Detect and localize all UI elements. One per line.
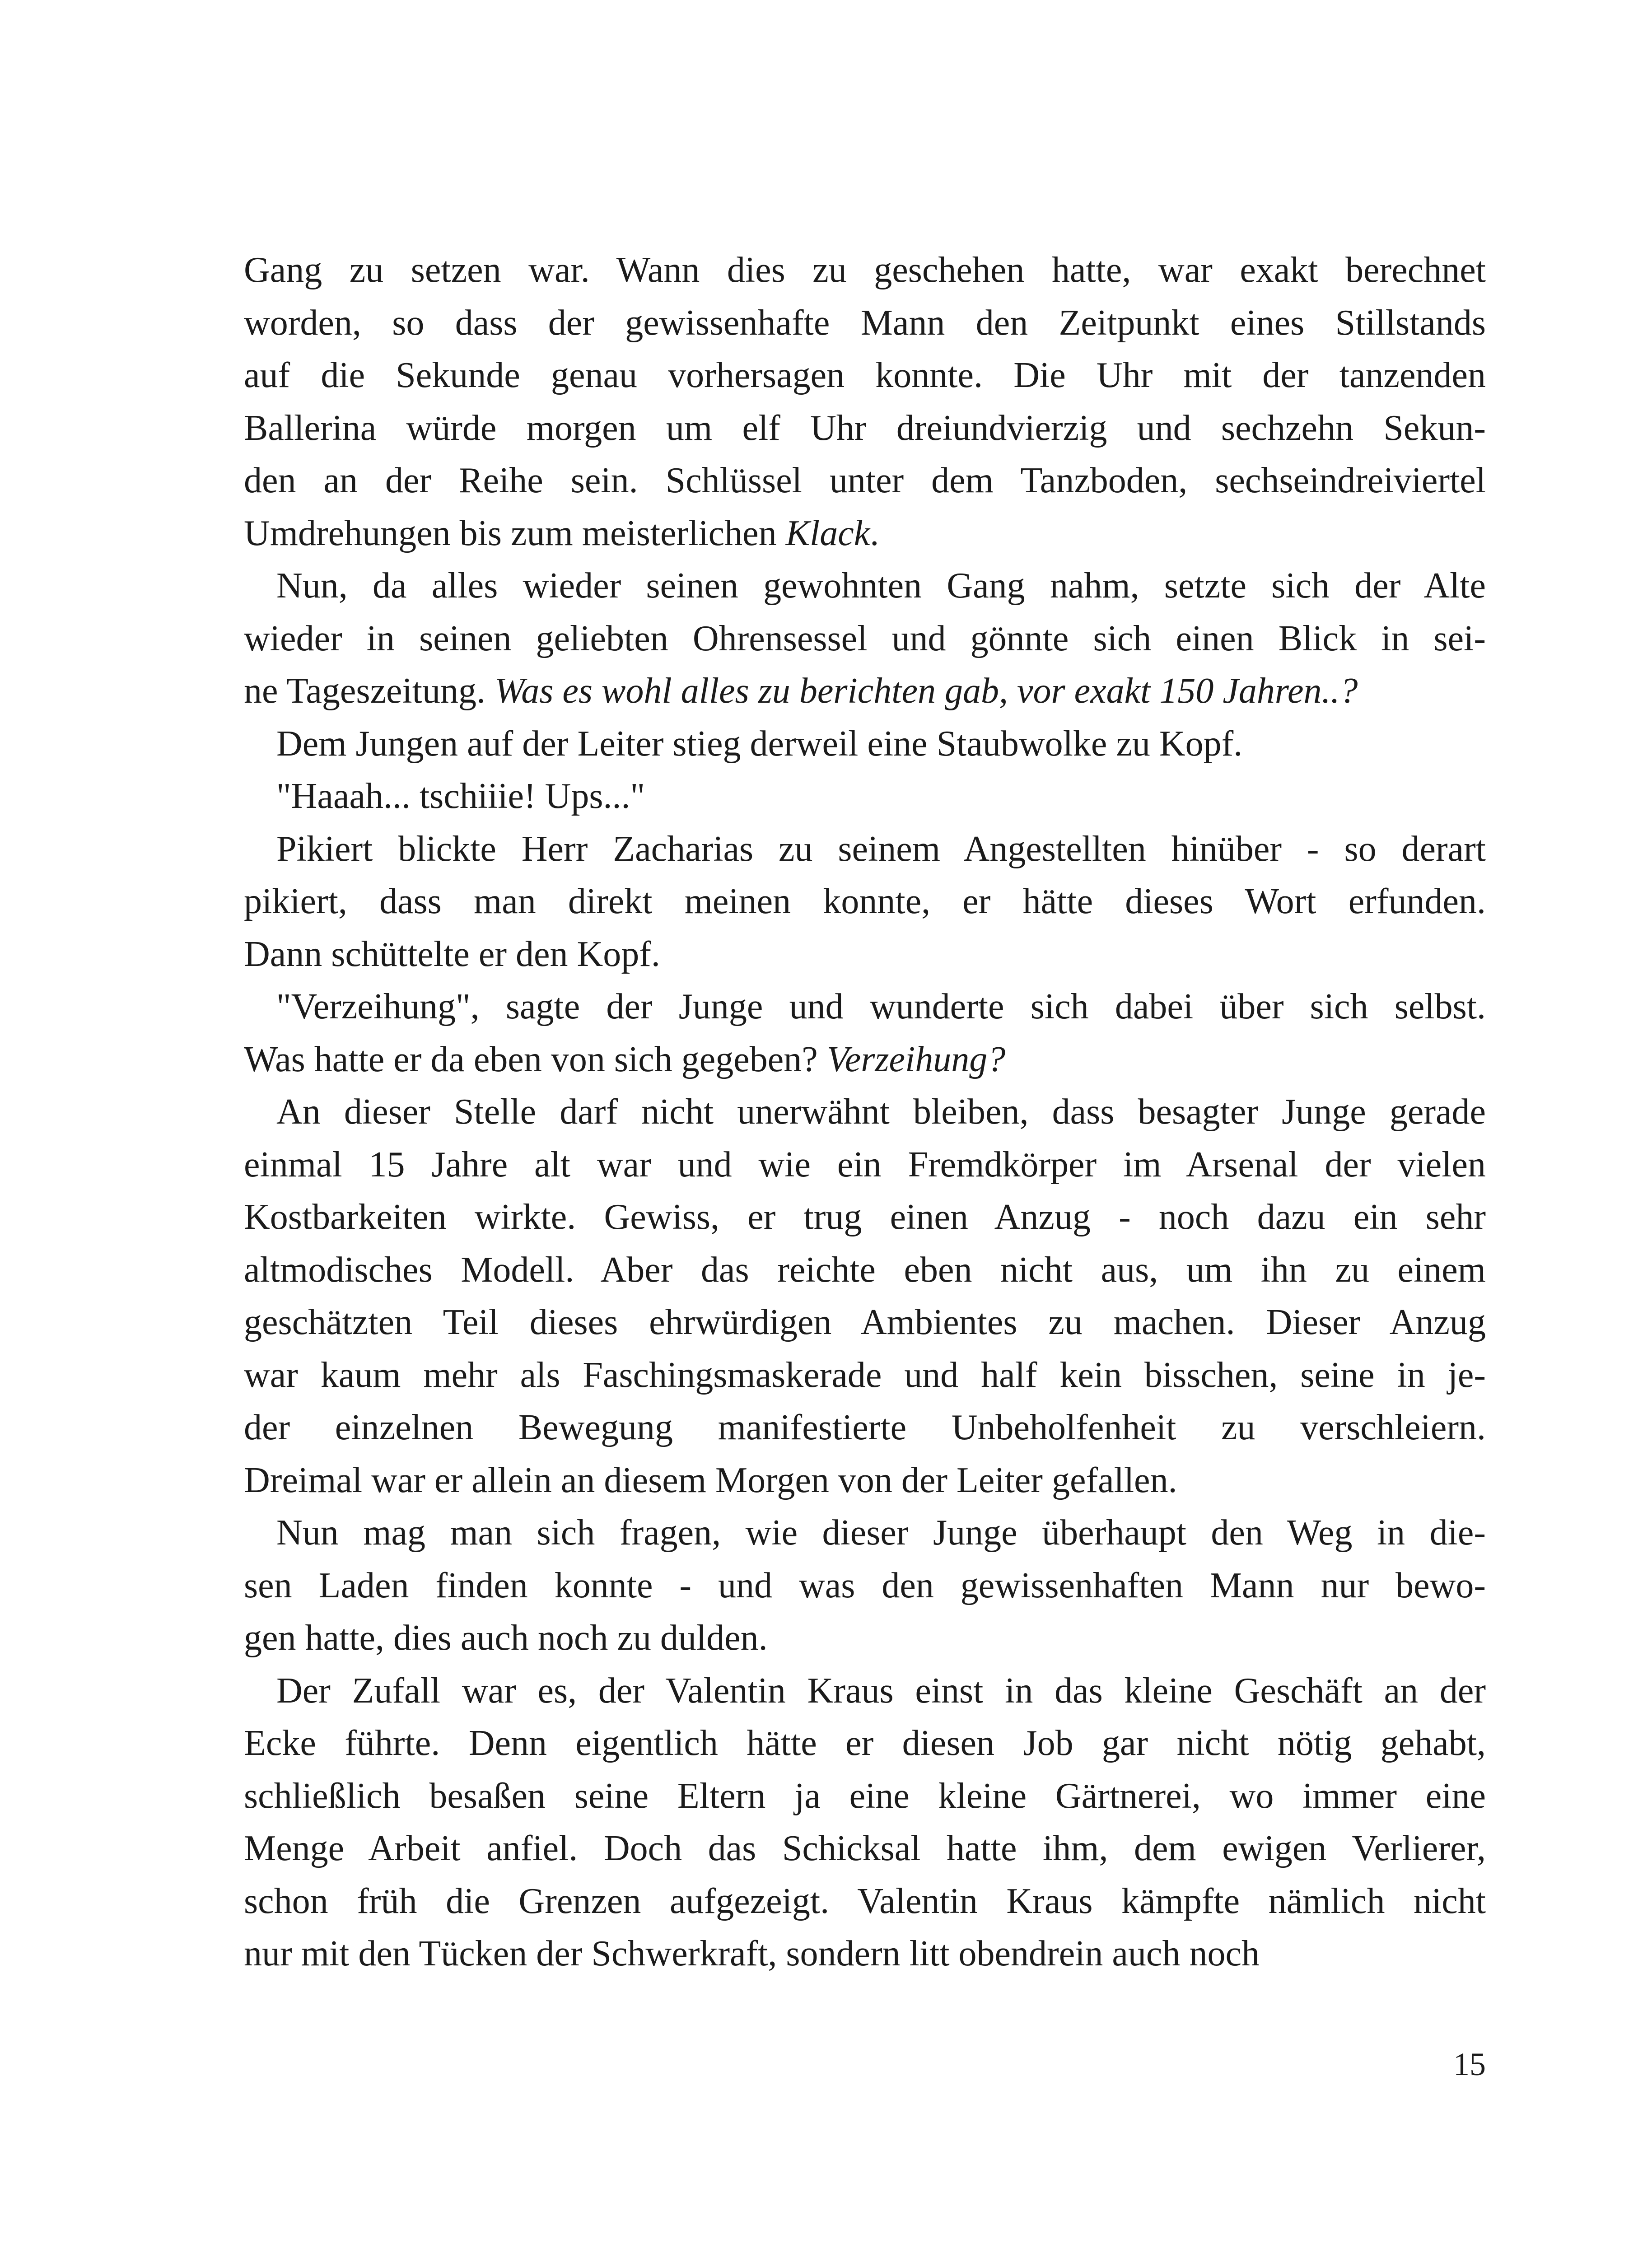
line-tail: . [870,513,879,553]
text-line [244,1927,1486,1980]
text-line [244,1559,1486,1612]
line-text: "Haaah... tschiiie! Ups..." [276,776,645,816]
line-text: Umdrehungen bis zum meisterlichen [244,513,786,553]
line-text: Menge Arbeit anfiel. Doch das Schicksal hatte ihm, dem ewigen Verlierer, [244,1829,1486,1868]
text-line [244,665,1486,718]
line-text: pikiert, dass man direkt meinen konnte, er hätte dieses Wort erfunden. [244,882,1486,921]
line-text: Ecke führte. Denn eigentlich hätte er diesen Job gar nicht nötig gehabt, [244,1723,1486,1763]
text-line [244,1665,1486,1717]
line-text: Nun mag man sich fragen, wie dieser Junge überhaupt den Weg in die- [276,1513,1486,1553]
text-line [244,1401,1486,1454]
line-text: der einzelnen Bewegung manifestierte Unbeholfenheit zu verschleiern. [244,1408,1486,1447]
line-text: Pikiert blickte Herr Zacharias zu seinem Angestellten hinüber - so derart [276,829,1486,869]
line-text: geschätzten Teil dieses ehrwürdigen Ambientes zu machen. Dieser Anzug [244,1302,1486,1342]
text-line [244,1138,1486,1191]
text-line [244,1717,1486,1770]
text-line [244,1822,1486,1875]
text-line [244,823,1486,876]
text-line [244,560,1486,612]
text-line [244,507,1486,560]
text-line [244,402,1486,455]
body-text [244,244,1486,1980]
paragraph [244,1086,1486,1507]
text-line [244,718,1486,770]
text-line [244,1296,1486,1349]
text-line [244,297,1486,350]
paragraph [244,244,1486,560]
text-line [244,875,1486,928]
paragraph [244,1507,1486,1665]
text-line [244,980,1486,1033]
line-text: gen hatte, dies auch noch zu dulden. [244,1618,768,1658]
italic-text: Was es wohl alles zu berichten gab, vor exakt 150 Jahren..? [494,671,1358,711]
line-text: "Verzeihung", sagte der Junge und wunderte sich dabei über sich selbst. [276,987,1486,1026]
text-line [244,1191,1486,1244]
page-number: 15 [1453,2046,1486,2082]
line-text: Kostbarkeiten wirkte. Gewiss, er trug einen Anzug - noch dazu ein sehr [244,1197,1486,1237]
line-text: sen Laden finden konnte - und was den gewissenhaften Mann nur bewo- [244,1565,1486,1605]
line-text: schon früh die Grenzen aufgezeigt. Valentin Kraus kämpfte nämlich nicht [244,1881,1486,1921]
line-text: ne Tageszeitung. [244,671,495,711]
paragraph [244,718,1486,770]
line-text: Nun, da alles wieder seinen gewohnten Gang nahm, setzte sich der Alte [276,566,1486,606]
line-text: nur mit den Tücken der Schwerkraft, sondern litt obendrein auch noch [244,1934,1260,1973]
italic-text: Verzeihung? [826,1039,1006,1079]
text-line [244,928,1486,981]
line-text: worden, so dass der gewissenhafte Mann den Zeitpunkt eines Stillstands [244,303,1486,343]
line-text: An dieser Stelle darf nicht unerwähnt bleiben, dass besagter Junge gerade [276,1092,1486,1132]
text-line [244,1033,1486,1086]
paragraph [244,560,1486,718]
line-text: Ballerina würde morgen um elf Uhr dreiundvierzig und sechzehn Sekun- [244,408,1486,448]
text-line [244,1454,1486,1507]
line-text: auf die Sekunde genau vorhersagen konnte. Die Uhr mit der tanzenden [244,355,1486,395]
line-text: Dem Jungen auf der Leiter stieg derweil eine Staubwolke zu Kopf. [276,723,1243,764]
text-line [244,612,1486,665]
text-line [244,1349,1486,1402]
text-line [244,349,1486,402]
line-text: Was hatte er da eben von sich gegeben? [244,1039,827,1079]
italic-text: Klack [785,513,870,553]
text-line [244,1770,1486,1823]
text-line [244,1507,1486,1559]
line-text: Dreimal war er allein an diesem Morgen von der Leiter gefallen. [244,1460,1177,1500]
text-line [244,1086,1486,1138]
line-text: Der Zufall war es, der Valentin Kraus einst in das kleine Geschäft an der [276,1670,1486,1711]
text-line [244,244,1486,297]
paragraph [244,980,1486,1086]
text-line [244,1875,1486,1928]
text-line [244,770,1486,823]
paragraph [244,770,1486,823]
line-text: altmodisches Modell. Aber das reichte eben nicht aus, um ihn zu einem [244,1250,1486,1290]
text-line [244,1244,1486,1297]
text-line [244,1612,1486,1665]
line-text: einmal 15 Jahre alt war und wie ein Fremdkörper im Arsenal der vielen [244,1144,1486,1185]
line-text: war kaum mehr als Faschingsmaskerade und half kein bisschen, seine in je- [244,1355,1486,1395]
paragraph [244,1665,1486,1980]
paragraph [244,823,1486,981]
text-line [244,454,1486,507]
line-text: Gang zu setzen war. Wann dies zu geschehen hatte, war exakt berechnet [244,250,1486,290]
line-text: Dann schüttelte er den Kopf. [244,934,660,974]
line-text: wieder in seinen geliebten Ohrensessel und gönnte sich einen Blick in sei- [244,618,1486,658]
line-text: den an der Reihe sein. Schlüssel unter dem Tanzboden, sechseindreiviertel [244,461,1486,500]
line-text: schließlich besaßen seine Eltern ja eine kleine Gärtnerei, wo immer eine [244,1776,1486,1816]
